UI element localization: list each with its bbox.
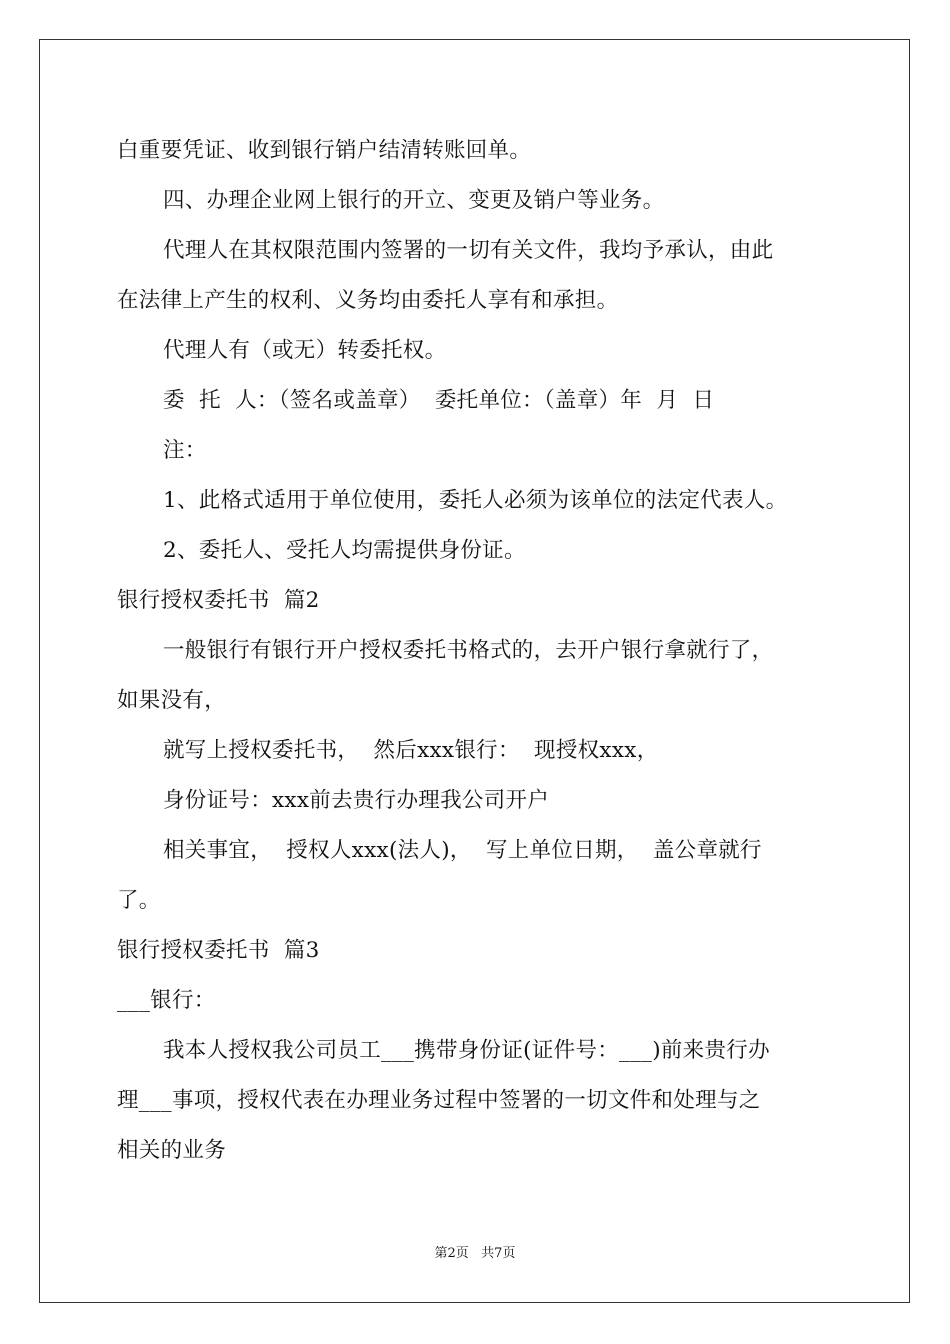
- text-line: 在法律上产生的权利、义务均由委托人享有和承担。: [117, 288, 619, 313]
- text-line: 相关的业务: [117, 1138, 227, 1163]
- text-line: 身份证号：xxx前去贵行办理我公司开户: [163, 788, 550, 813]
- text-line: 相关事宜， 授权人xxx(法人)， 写上单位日期， 盖公章就行: [163, 838, 762, 863]
- text-line: 一般银行有银行开户授权委托书格式的，去开户银行拿就行了，: [163, 638, 774, 663]
- text-line: 2、委托人、受托人均需提供身份证。: [163, 538, 526, 563]
- text-line: 如果没有，: [117, 688, 227, 713]
- text-line: 就写上授权委托书， 然后xxx银行： 现授权xxx，: [163, 738, 659, 763]
- section-heading: 银行授权委托书 篇3: [117, 938, 320, 963]
- page-footer: 第2页 共7页: [434, 1246, 516, 1261]
- text-line: 1、此格式适用于单位使用，委托人必须为该单位的法定代表人。: [163, 488, 788, 513]
- text-line: 代理人在其权限范围内签署的一切有关文件，我均予承认，由此: [163, 238, 774, 263]
- text-line: 四、办理企业网上银行的开立、变更及销户等业务。: [163, 188, 665, 213]
- section-heading: 银行授权委托书 篇2: [117, 588, 320, 613]
- text-line: 代理人有（或无）转委托权。: [163, 338, 447, 363]
- text-line: 了。: [117, 888, 161, 913]
- text-line: 我本人授权我公司员工___携带身份证(证件号：___)前来贵行办: [163, 1038, 770, 1063]
- text-line: 白重要凭证、收到银行销户结清转账回单。: [117, 138, 532, 163]
- text-line: 注：: [163, 438, 207, 463]
- text-line: 委 托 人：（签名或盖章） 委托单位：（盖章）年 月 日: [163, 388, 715, 413]
- text-line: 理___事项，授权代表在办理业务过程中签署的一切文件和处理与之: [117, 1088, 761, 1113]
- text-line: ___银行：: [117, 988, 216, 1013]
